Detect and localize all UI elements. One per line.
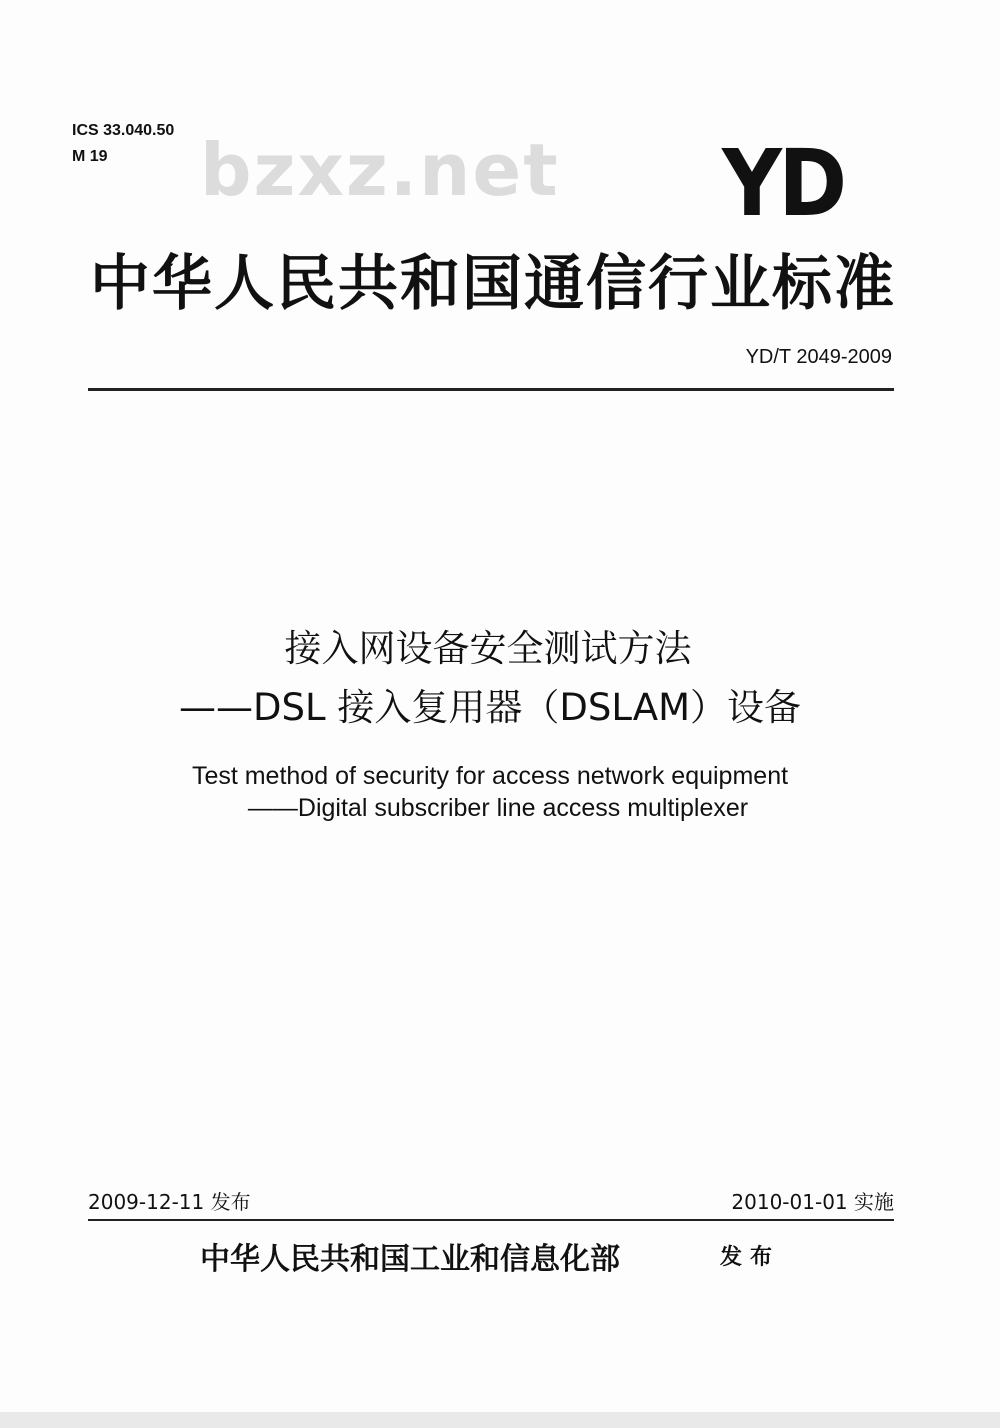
classification-codes: [72, 118, 174, 170]
title-zh-line2: ——DSL 接入复用器（DSLAM）设备: [178, 686, 802, 729]
title-en-line1: Test method of security for access network equipment: [191, 762, 789, 790]
watermark: bzxz.net: [200, 128, 560, 212]
ccs-code: M 19: [72, 148, 108, 165]
ics-code: ICS 33.040.50: [72, 122, 175, 139]
issuer-action: 发布: [720, 1245, 781, 1270]
top-divider: [88, 388, 894, 391]
standard-number: YD/T 2049-2009: [745, 346, 892, 368]
title-en-line2: ——Digital subscriber line access multiplexer: [247, 794, 749, 822]
yd-logo: YD: [722, 130, 844, 237]
page-bottom-edge: [0, 1412, 1000, 1428]
issuing-authority: 中华人民共和国工业和信息化部: [200, 1242, 620, 1277]
effective-date: 2010-01-01 实施: [731, 1190, 894, 1214]
standard-category-title: 中华人民共和国通信行业标准: [90, 249, 896, 319]
bottom-divider: [88, 1219, 894, 1221]
title-zh-line1: 接入网设备安全测试方法: [284, 627, 692, 670]
issue-date: 2009-12-11 发布: [88, 1190, 251, 1214]
